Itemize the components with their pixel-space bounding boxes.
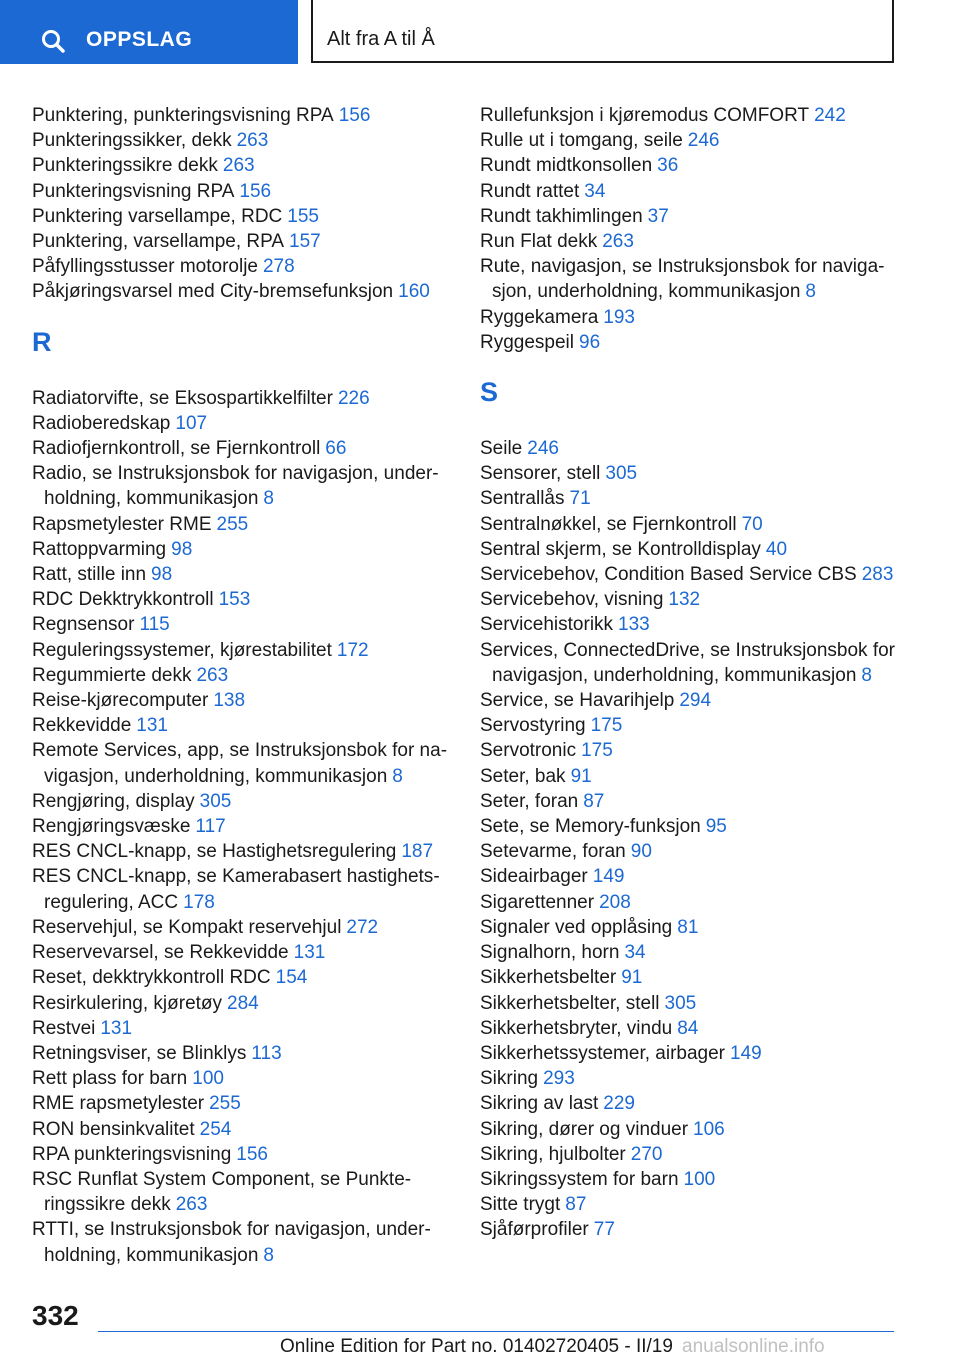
index-entry-text: Sikring [480,1068,539,1090]
index-page-link[interactable]: 71 [569,488,591,510]
index-entry-text: RSC Runflat System Component, se Punkteringssikre dekk [32,1168,412,1216]
index-entry [32,814,462,839]
index-entry-text: Seter, foran [480,790,579,812]
index-entry-text: Punktering varsellampe, RDC [32,205,283,227]
index-entry [32,436,462,461]
index-entry-text: Reguleringssystemer, kjørestabilitet [32,639,332,661]
index-entry-text: Sikringssystem for barn [480,1168,679,1190]
index-page-link[interactable]: 149 [592,866,625,888]
index-entry [32,839,462,864]
index-entry-text: Servicehistorikk [480,614,614,636]
index-entry [32,153,462,178]
index-entry-text: Servicebehov, visning [480,589,664,611]
index-page-link[interactable]: 284 [227,992,259,1014]
index-entry-text: Sensorer, stell [480,463,601,485]
index-page-link[interactable]: 187 [401,841,434,863]
index-entry [480,1016,910,1041]
index-entry-text: Servotronic [480,740,577,762]
index-entry-text: Seile [480,438,523,460]
section-title: Alt fra A til Å [327,28,435,50]
index-entry [480,330,910,355]
index-entry-text: Restvei [32,1017,96,1039]
index-entry [480,486,910,511]
index-entry-text: Sikkerhetsbryter, vindu [480,1017,673,1039]
index-entry [32,738,462,788]
index-page-link[interactable]: 293 [543,1068,575,1090]
index-page-link[interactable]: 193 [603,306,635,328]
index-page-link[interactable]: 246 [687,130,720,152]
index-entry-text: Punkteringsvisning RPA [32,180,235,202]
index-entry [32,1041,462,1066]
index-entry [480,965,910,990]
index-entry-text: Regummierte dekk [32,664,192,686]
index-entry-text: Punktering, varsellampe, RPA [32,231,285,253]
index-entry [32,915,462,940]
index-entry [480,436,910,461]
index-page-link[interactable]: 37 [647,205,669,227]
index-page-link[interactable]: 294 [679,690,712,712]
index-entry [32,1142,462,1167]
index-entry [480,587,910,612]
index-entry-text: Sitte trygt [480,1194,561,1216]
index-entry [480,128,910,153]
index-page-link[interactable]: 246 [527,438,559,460]
index-entry-text: Sentrallås [480,488,565,510]
index-entry-text: Radiofjernkontroll, se Fjernkontroll [32,438,321,460]
index-entry [480,915,910,940]
index-entry-text: Reservevarsel, se Rekkevidde [32,942,289,964]
index-entry [480,461,910,486]
index-entry-text: Sentralnøkkel, se Fjernkontroll [480,513,737,535]
index-entry-text: RME rapsmetylester [32,1093,205,1115]
index-column-right [480,103,910,1243]
index-entry [32,965,462,990]
section-title-tab[interactable] [311,0,894,63]
index-page-link[interactable]: 133 [618,614,650,636]
index-entry-text: Run Flat dekk [480,231,598,253]
index-entry-text: RTTI, se Instruksjonsbok for navigasjon, underholdning, kommunikasjon [32,1219,431,1266]
index-page-link[interactable]: 34 [624,942,646,964]
index-page-link[interactable]: 263 [236,130,269,152]
index-entry [480,254,910,304]
index-page-link[interactable]: 100 [192,1068,224,1090]
index-page-link[interactable]: 8 [861,664,872,686]
index-entry-text: Sideairbager [480,866,588,888]
index-page-link[interactable]: 117 [195,816,226,838]
index-page-link[interactable]: 254 [199,1118,232,1140]
index-page-link[interactable]: 156 [236,1143,268,1165]
index-entry-text: Radio, se Instruksjonsbok for navigasjon, underholdning, kommunikasjon [32,463,439,510]
index-entry [480,789,910,814]
index-entry-text: RON bensinkvalitet [32,1118,195,1140]
index-entry [32,612,462,637]
index-entry-text: Sjåførprofiler [480,1219,589,1241]
index-page-link[interactable]: 208 [599,891,631,913]
index-entry-text: RPA punkteringsvisning [32,1143,232,1165]
index-entry-text: Sikkerhetssystemer, airbager [480,1042,725,1064]
index-entry [480,204,910,229]
index-page-link[interactable]: 153 [218,589,251,611]
index-page-link[interactable]: 270 [630,1143,663,1165]
index-letter-heading: R [32,326,52,357]
index-entry [32,1217,462,1267]
index-page-link[interactable]: 155 [287,205,319,227]
index-entry [32,103,462,128]
index-page-link[interactable]: 305 [605,463,638,485]
index-page-link[interactable]: 106 [693,1118,725,1140]
search-tab-label: OPPSLAG [86,28,193,51]
index-entry-text: Setevarme, foran [480,841,626,863]
index-page-link[interactable]: 157 [289,231,321,253]
index-entry-text: Sete, se Memory-funksjon [480,816,701,838]
index-page-link[interactable]: 156 [239,180,272,202]
index-entry-text: Ryggekamera [480,306,599,328]
index-page-link[interactable]: 91 [570,765,592,787]
index-page-link[interactable]: 229 [603,1093,635,1115]
edition-note: Online Edition for Part no. 01402720405 - II/19 [280,1336,673,1357]
index-entry-text: Services, ConnectedDrive, se Instruksjonsbok for navigasjon, underholdning, kommunikasjon [480,639,896,686]
index-page-link[interactable]: 226 [337,387,370,409]
index-column-left [32,103,462,1268]
index-entry-text: RES CNCL-knapp, se Kamerabasert hastighetsregulering, ACC [32,866,440,913]
index-entry [32,279,462,304]
index-page-link[interactable]: 255 [216,513,249,535]
index-page-link[interactable]: 98 [151,564,173,586]
index-entry-text: Rett plass for barn [32,1068,188,1090]
index-entry-text: Sikring, hjulbolter [480,1143,626,1165]
index-entry [32,1066,462,1091]
index-entry [480,839,910,864]
index-page-link[interactable]: 81 [677,916,699,938]
index-entry-text: Ratt, stille inn [32,564,147,586]
index-page-link[interactable]: 263 [222,155,255,177]
index-entry [480,229,910,254]
index-page-link[interactable]: 138 [213,690,246,712]
index-entry [32,991,462,1016]
index-page-link[interactable]: 96 [579,331,601,353]
index-entry [32,1091,462,1116]
index-entry [32,1016,462,1041]
index-entry [480,1066,910,1091]
index-page-link[interactable]: 255 [209,1093,241,1115]
index-page-link[interactable]: 132 [668,589,701,611]
index-page-link[interactable]: 98 [171,538,193,560]
index-entry-text: Reset, dekktrykkontroll RDC [32,967,271,989]
index-entry [32,638,462,663]
index-entry-text: Rullefunksjon i kjøremodus COMFORT [480,105,810,126]
index-page-link[interactable]: 131 [100,1017,133,1039]
index-page-link[interactable]: 272 [346,916,379,938]
index-entry-text: Radioberedskap [32,412,171,434]
index-entry [32,789,462,814]
index-page-link[interactable]: 87 [565,1194,587,1216]
index-entry-text: Retningsviser, se Blinklys [32,1042,247,1064]
index-entry [480,764,910,789]
index-entry [32,179,462,204]
index-entry [480,738,910,763]
index-entry [32,688,462,713]
index-page-link[interactable]: 172 [336,639,369,661]
index-entry-text: RES CNCL-knapp, se Hastighetsregulering [32,841,397,863]
search-tab[interactable] [0,0,298,64]
index-entry-text: Rundt rattet [480,180,580,202]
index-entry [32,128,462,153]
index-page-link[interactable]: 90 [630,841,652,863]
index-page-link[interactable]: 100 [683,1168,716,1190]
index-entry-text: Rapsmetylester RME [32,513,212,535]
index-entry [32,663,462,688]
index-page-link[interactable]: 278 [262,256,295,278]
index-entry-text: Regnsensor [32,614,135,636]
index-entry [32,713,462,738]
index-entry-text: Sikkerhetsbelter, stell [480,992,660,1014]
index-page-link[interactable]: 40 [765,538,788,560]
index-entry [480,814,910,839]
index-entry [32,940,462,965]
index-entry-text: Påkjøringsvarsel med City-bremsefunksjon [32,281,394,303]
index-entry [32,411,462,436]
index-page-link[interactable]: 8 [392,765,403,787]
index-entry [480,1192,910,1217]
index-page-link[interactable]: 283 [861,564,894,586]
index-page-link[interactable]: 154 [275,967,308,989]
index-entry-text: Radiatorvifte, se Eksospartikkelfilter [32,387,333,409]
index-entry-text: Servicebehov, Condition Based Service CBS [480,564,857,586]
index-entry [480,1041,910,1066]
index-entry [480,562,910,587]
index-page-link[interactable]: 36 [657,155,679,177]
index-entry [480,1142,910,1167]
index-entry [32,1117,462,1142]
index-entry [32,461,462,511]
index-entry-text: Rundt takhimlingen [480,205,643,227]
index-entry [480,1217,910,1242]
header [0,0,960,66]
index-entry [480,638,910,688]
index-page-link[interactable]: 66 [325,438,347,460]
index-entry [32,386,462,411]
index-page-link[interactable]: 242 [814,105,846,126]
index-page-link[interactable]: 175 [590,715,623,737]
index-page-link[interactable]: 115 [139,614,170,636]
index-entry [480,940,910,965]
index-entry [480,305,910,330]
index-entry [480,1091,910,1116]
index-entry [480,991,910,1016]
index-page-link[interactable]: 175 [581,740,613,762]
index-entry [480,512,910,537]
index-entry-text: Rute, navigasjon, se Instruksjonsbok for navigasjon, underholdning, kommunikasjon [480,256,885,303]
index-entry [480,713,910,738]
index-entry-text: Service, se Havarihjelp [480,690,675,712]
index-entry-text: Signalhorn, horn [480,942,620,964]
index-entry [32,562,462,587]
index-entry-text: Ryggespeil [480,331,574,353]
index-entry-text: Sikring av last [480,1093,599,1115]
index-page-link[interactable]: 131 [293,942,326,964]
index-entry-text: Punkteringssikker, dekk [32,130,232,152]
index-page-link[interactable]: 305 [664,992,697,1014]
index-entry-text: Resirkulering, kjøretøy [32,992,223,1014]
watermark-brand: anualsonline.info [682,1336,825,1357]
index-entry [480,612,910,637]
index-page-link[interactable]: 305 [199,790,232,812]
footer-divider [98,1331,894,1332]
search-icon [40,28,68,56]
index-entry-text: Sikring, dører og vinduer [480,1118,689,1140]
index-page-link[interactable]: 34 [584,180,606,202]
index-page-link[interactable]: 87 [583,790,605,812]
index-entry-text: Rattoppvarming [32,538,167,560]
index-entry-text: Rundt midtkonsollen [480,155,653,177]
index-entry-text: Rekkevidde [32,715,132,737]
index-entry-text: Reservehjul, se Kompakt reservehjul [32,916,342,938]
index-page-link[interactable]: 84 [677,1017,699,1039]
index-entry [32,537,462,562]
index-entry [480,1117,910,1142]
index-entry [480,890,910,915]
index-page-link[interactable]: 8 [263,488,274,510]
index-entry-text: Punktering, punkteringsvisning RPA [32,105,334,126]
index-entry [480,688,910,713]
index-entry [32,204,462,229]
index-entry [32,587,462,612]
index-entry-text: RDC Dekktrykkontroll [32,589,214,611]
index-entry-text: Reise-kjørecomputer [32,690,209,712]
index-page-link[interactable]: 149 [730,1042,762,1064]
index-page-link[interactable]: 178 [183,891,215,913]
index-entry [480,179,910,204]
index-entry-text: Rengjøring, display [32,790,195,812]
index-entry [32,254,462,279]
index-entry [32,512,462,537]
index-page-link[interactable]: 156 [338,105,371,126]
index-entry [480,1167,910,1192]
index-entry-text: Påfyllingsstusser motorolje [32,256,258,278]
index-entry-text: Sikkerhetsbelter [480,967,617,989]
index-entry [480,153,910,178]
index-page-link[interactable]: 91 [621,967,643,989]
index-entry-text: Rengjøringsvæske [32,816,191,838]
index-entry-text: Sigarettenner [480,891,595,913]
index-page-link[interactable]: 107 [175,412,208,434]
index-entry [32,1167,462,1217]
index-page-link[interactable]: 263 [196,664,229,686]
index-entry [480,103,910,128]
index-page-link[interactable]: 263 [602,231,634,253]
index-entry-text: Punkteringssikre dekk [32,155,218,177]
index-entry-text: Seter, bak [480,765,566,787]
index-letter-heading: S [480,377,499,408]
index-page-link[interactable]: 8 [263,1244,274,1266]
page-number: 332 [32,1300,79,1331]
index-entry-text: Sentral skjerm, se Kontrolldisplay [480,538,761,560]
index-page-link[interactable]: 70 [741,513,763,535]
index-entry [32,229,462,254]
index-page-link[interactable]: 113 [251,1042,282,1064]
index-entry-text: Rulle ut i tomgang, seile [480,130,683,152]
index-page-link[interactable]: 95 [705,816,727,838]
index-page-link[interactable]: 263 [175,1194,208,1216]
index-page-link[interactable]: 131 [136,715,168,737]
index-entry-text: Servostyring [480,715,586,737]
index-page-link[interactable]: 77 [593,1219,615,1241]
index-entry [480,537,910,562]
index-entry-text: Remote Services, app, se Instruksjonsbok for navigasjon, underholdning, kommunikasjon [32,740,448,787]
index-entry-text: Signaler ved opplåsing [480,916,673,938]
index-page-link[interactable]: 8 [805,281,816,303]
index-page-link[interactable]: 160 [398,281,430,303]
index-entry [32,864,462,914]
index-entry [480,864,910,889]
